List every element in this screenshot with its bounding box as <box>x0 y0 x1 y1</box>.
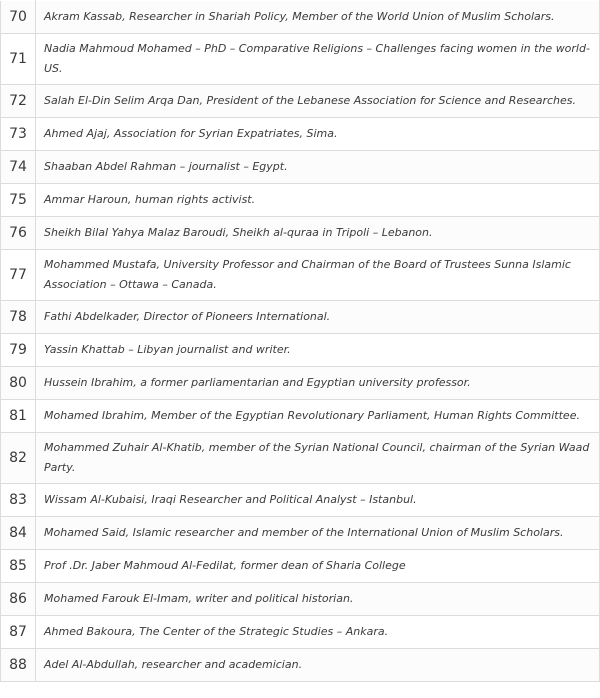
row-number: 73 <box>1 118 36 151</box>
signatory-entry: Mohammed Zuhair Al-Khatib, member of the Syrian National Council, chairman of the Syrian Waad Party. <box>36 433 600 484</box>
row-number: 78 <box>1 301 36 334</box>
table-row <box>1 301 600 334</box>
table-row <box>1 34 600 85</box>
signatory-entry: Nadia Mahmoud Mohamed – PhD – Comparative Religions – Challenges facing women in the world-US. <box>36 34 600 85</box>
row-number: 75 <box>1 184 36 217</box>
row-number: 82 <box>1 433 36 484</box>
signatory-entry: Yassin Khattab – Libyan journalist and writer. <box>36 334 600 367</box>
signatory-entry: Shaaban Abdel Rahman – journalist – Egypt. <box>36 151 600 184</box>
table-row <box>1 484 600 517</box>
table-row <box>1 433 600 484</box>
signatory-entry: Mohamed Said, Islamic researcher and member of the International Union of Muslim Scholars. <box>36 517 600 550</box>
row-number: 76 <box>1 217 36 250</box>
table-row <box>1 250 600 301</box>
signatory-entry: Sheikh Bilal Yahya Malaz Baroudi, Sheikh al-quraa in Tripoli – Lebanon. <box>36 217 600 250</box>
table-row <box>1 616 600 649</box>
table-row <box>1 184 600 217</box>
signatory-entry: Ammar Haroun, human rights activist. <box>36 184 600 217</box>
table-row <box>1 400 600 433</box>
signatory-entry: Prof .Dr. Jaber Mahmoud Al-Fedilat, former dean of Sharia College <box>36 550 600 583</box>
row-number: 87 <box>1 616 36 649</box>
table-row <box>1 583 600 616</box>
row-number: 79 <box>1 334 36 367</box>
row-number: 86 <box>1 583 36 616</box>
row-number: 70 <box>1 1 36 34</box>
row-number: 72 <box>1 85 36 118</box>
row-number: 80 <box>1 367 36 400</box>
signatory-entry: Ahmed Ajaj, Association for Syrian Expatriates, Sima. <box>36 118 600 151</box>
signatory-entry: Ahmed Bakoura, The Center of the Strategic Studies – Ankara. <box>36 616 600 649</box>
signatory-entry: Mohamed Farouk El-Imam, writer and political historian. <box>36 583 600 616</box>
row-number: 85 <box>1 550 36 583</box>
table-row <box>1 217 600 250</box>
row-number: 74 <box>1 151 36 184</box>
table-row <box>1 334 600 367</box>
signatory-entry: Hussein Ibrahim, a former parliamentarian and Egyptian university professor. <box>36 367 600 400</box>
signatory-entry: Adel Al-Abdullah, researcher and academician. <box>36 649 600 682</box>
row-number: 84 <box>1 517 36 550</box>
table-row <box>1 550 600 583</box>
table-row <box>1 85 600 118</box>
row-number: 88 <box>1 649 36 682</box>
row-number: 83 <box>1 484 36 517</box>
signatory-entry: Mohamed Ibrahim, Member of the Egyptian Revolutionary Parliament, Human Rights Committee. <box>36 400 600 433</box>
table-row <box>1 118 600 151</box>
signatory-entry: Salah El-Din Selim Arqa Dan, President of the Lebanese Association for Science and Researches. <box>36 85 600 118</box>
row-number: 71 <box>1 34 36 85</box>
row-number: 77 <box>1 250 36 301</box>
row-number: 81 <box>1 400 36 433</box>
table-row <box>1 1 600 34</box>
table-row <box>1 367 600 400</box>
table-row <box>1 517 600 550</box>
table-row <box>1 649 600 682</box>
signatory-entry: Wissam Al-Kubaisi, Iraqi Researcher and Political Analyst – Istanbul. <box>36 484 600 517</box>
signatory-entry: Fathi Abdelkader, Director of Pioneers International. <box>36 301 600 334</box>
table-row <box>1 151 600 184</box>
signatory-entry: Mohammed Mustafa, University Professor and Chairman of the Board of Trustees Sunna Islamic Association – Ottawa – Canada. <box>36 250 600 301</box>
signatory-entry: Akram Kassab, Researcher in Shariah Policy, Member of the World Union of Muslim Scholars. <box>36 1 600 34</box>
